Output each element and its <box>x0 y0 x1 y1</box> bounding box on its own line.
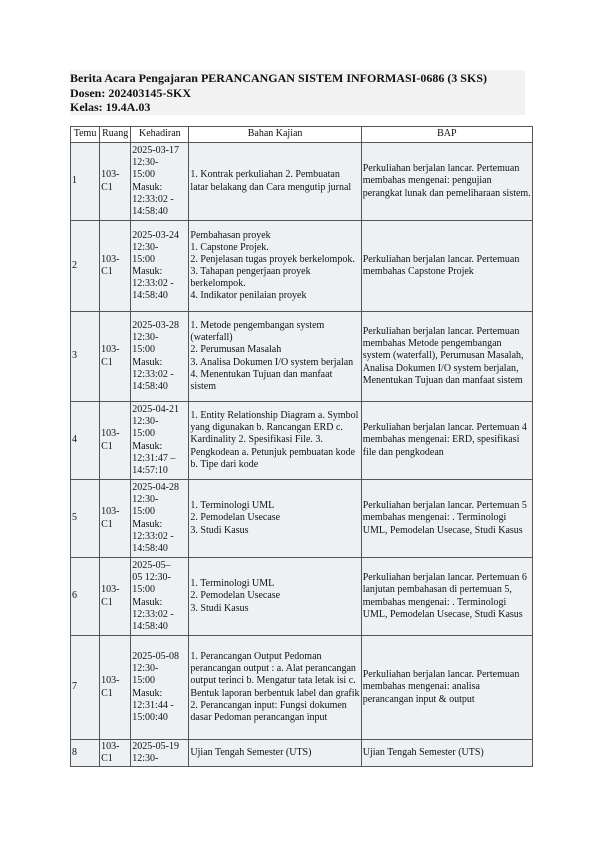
cell-bap: Perkuliahan berjalan lancar. Pertemuan 6 lanjutan pembahasan di pertemuan 5, membahas mengenai: . Terminologi UML, Pemodelan Usecase, Studi Kasus <box>361 558 532 636</box>
class-line: Kelas: 19.4A.03 <box>70 100 151 114</box>
cell-bap: Perkuliahan berjalan lancar. Pertemuan membahas mengenai: analisa perancangan input & output <box>361 636 532 740</box>
cell-kehadiran: 2025-05-19 12:30- <box>131 740 189 767</box>
cell-ruang: 103- C1 <box>100 312 131 402</box>
cell-ruang: 103- C1 <box>100 221 131 312</box>
column-header-kehadiran: Kehadiran <box>131 127 189 143</box>
table-row <box>71 558 533 636</box>
cell-ruang: 103- C1 <box>100 402 131 480</box>
table-row <box>71 221 533 312</box>
cell-temu: 4 <box>71 402 100 480</box>
table-row <box>71 312 533 402</box>
document-header <box>70 70 525 115</box>
table-header-row <box>71 127 533 143</box>
cell-bahan-kajian: 1. Kontrak perkuliahan 2. Pembuatan latar belakang dan Cara mengutip jurnal <box>189 143 361 221</box>
cell-bap: Perkuliahan berjalan lancar. Pertemuan membahas Capstone Projek <box>361 221 532 312</box>
cell-temu: 5 <box>71 480 100 558</box>
column-header-bahan-kajian: Bahan Kajian <box>189 127 361 143</box>
cell-kehadiran: 2025-04-21 12:30- 15:00 Masuk: 12:31:47 – 14:57:10 <box>131 402 189 480</box>
cell-kehadiran: 2025-04-28 12:30- 15:00 Masuk: 12:33:02 - 14:58:40 <box>131 480 189 558</box>
cell-temu: 7 <box>71 636 100 740</box>
table-row <box>71 143 533 221</box>
cell-temu: 3 <box>71 312 100 402</box>
cell-bahan-kajian: Pembahasan proyek 1. Capstone Projek. 2. Penjelasan tugas proyek berkelompok. 3. Tahapan pengerjaan proyek berkelompok. 4. Indikator penilaian proyek <box>189 221 361 312</box>
table-row <box>71 402 533 480</box>
cell-bahan-kajian: 1. Terminologi UML 2. Pemodelan Usecase 3. Studi Kasus <box>189 558 361 636</box>
cell-temu: 6 <box>71 558 100 636</box>
table-row <box>71 740 533 767</box>
document-title: Berita Acara Pengajaran PERANCANGAN SISTEM INFORMASI-0686 (3 SKS) <box>70 71 487 85</box>
attendance-table <box>70 126 533 767</box>
cell-ruang: 103- C1 <box>100 636 131 740</box>
table-row <box>71 480 533 558</box>
cell-bap: Perkuliahan berjalan lancar. Pertemuan 4 membahas mengenai: ERD, spesifikasi file dan pengkodean <box>361 402 532 480</box>
cell-ruang: 103- C1 <box>100 480 131 558</box>
cell-bahan-kajian: 1. Metode pengembangan system (waterfall) 2. Perumusan Masalah 3. Analisa Dokumen I/O system berjalan 4. Menentukan Tujuan dan manfaat sistem <box>189 312 361 402</box>
cell-kehadiran: 2025-05-08 12:30- 15:00 Masuk: 12:31:44 - 15:00:40 <box>131 636 189 740</box>
table-row <box>71 636 533 740</box>
cell-bap: Perkuliahan berjalan lancar. Pertemuan membahas Metode pengembangan system (waterfall), Perumusan Masalah, Analisa Dokumen I/O system berjalan, Menentukan Tujuan dan manfaat sistem <box>361 312 532 402</box>
cell-bahan-kajian: 1. Perancangan Output Pedoman perancangan output : a. Alat perancangan output terinci b. Mengatur tata letak isi c. Bentuk laporan berbentuk label dan grafik 2. Perancangan input: Fungsi dokumen dasar Pedoman perancangan input <box>189 636 361 740</box>
cell-kehadiran: 2025-03-17 12:30- 15:00 Masuk: 12:33:02 - 14:58:40 <box>131 143 189 221</box>
cell-temu: 8 <box>71 740 100 767</box>
column-header-temu: Temu <box>71 127 100 143</box>
lecturer-line: Dosen: 202403145-SKX <box>70 85 192 100</box>
cell-bahan-kajian: 1. Entity Relationship Diagram a. Symbol yang digunakan b. Rancangan ERD c. Kardinality 2. Spesifikasi File. 3. Pengkodean a. Petunjuk pembuatan kode b. Tipe dari kode <box>189 402 361 480</box>
cell-bahan-kajian: Ujian Tengah Semester (UTS) <box>189 740 361 767</box>
cell-temu: 2 <box>71 221 100 312</box>
cell-ruang: 103- C1 <box>100 143 131 221</box>
column-header-ruang: Ruang <box>100 127 131 143</box>
cell-ruang: 103- C1 <box>100 558 131 636</box>
cell-kehadiran: 2025-03-24 12:30- 15:00 Masuk: 12:33:02 - 14:58:40 <box>131 221 189 312</box>
cell-temu: 1 <box>71 143 100 221</box>
cell-kehadiran: 2025-05– 05 12:30- 15:00 Masuk: 12:33:02 - 14:58:40 <box>131 558 189 636</box>
column-header-bap: BAP <box>361 127 532 143</box>
cell-bap: Perkuliahan berjalan lancar. Pertemuan 5 membahas mengenai: . Terminologi UML, Pemodelan Usecase, Studi Kasus <box>361 480 532 558</box>
cell-kehadiran: 2025-03-28 12:30- 15:00 Masuk: 12:33:02 - 14:58:40 <box>131 312 189 402</box>
cell-bahan-kajian: 1. Terminologi UML 2. Pemodelan Usecase 3. Studi Kasus <box>189 480 361 558</box>
cell-bap: Perkuliahan berjalan lancar. Pertemuan membahas mengenai: pengujian perangkat lunak dan pemeliharaan sistem. <box>361 143 532 221</box>
cell-bap: Ujian Tengah Semester (UTS) <box>361 740 532 767</box>
cell-ruang: 103- C1 <box>100 740 131 767</box>
